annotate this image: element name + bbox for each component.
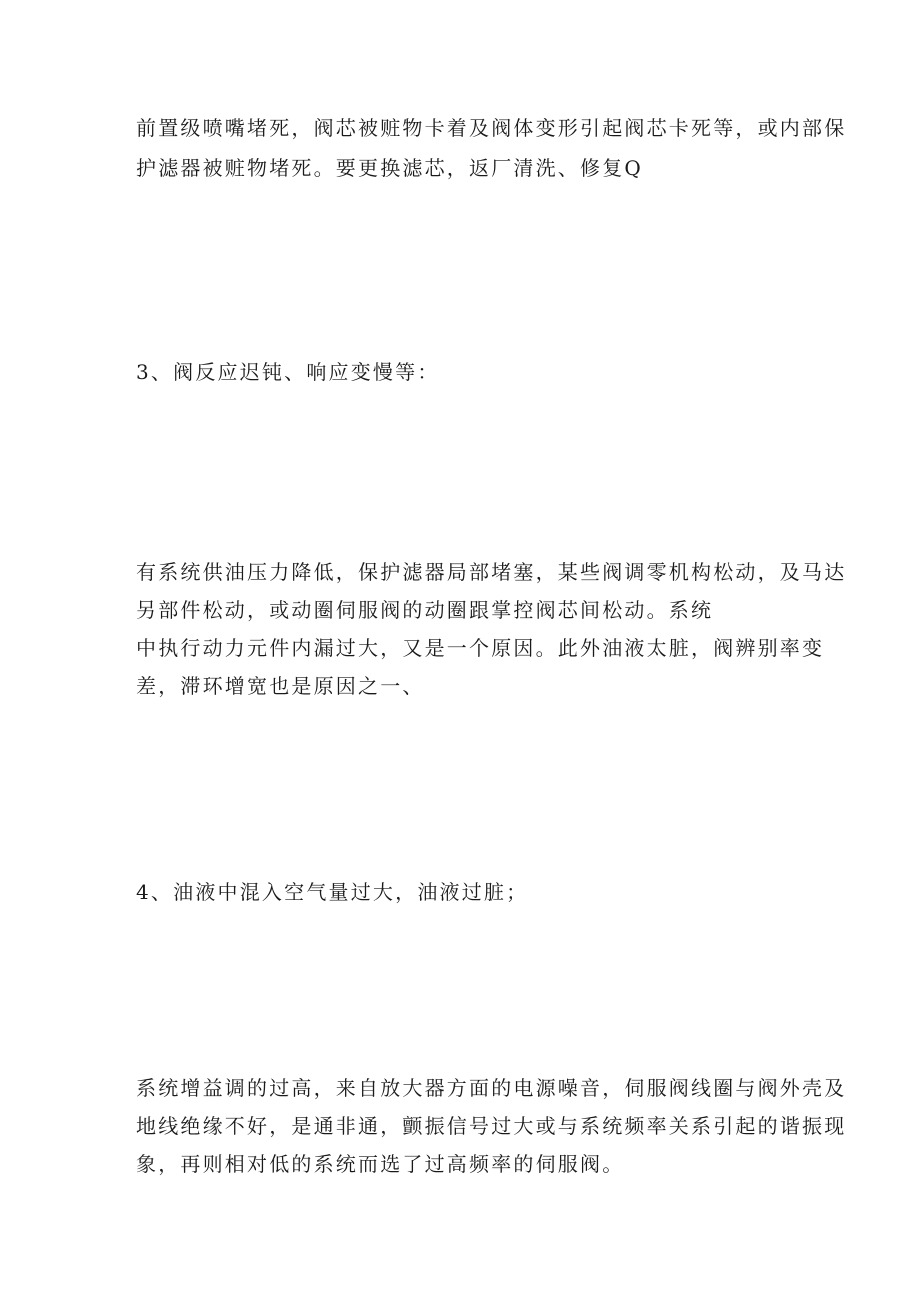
paragraph-3-line-1: 有系统供油压力降低，保护滤器局部堵塞，某些阀调零机构松动，及马达 — [136, 560, 847, 584]
paragraph-3-line-2: 另部件松动，或动圈伺服阀的动圈跟掌控阀芯间松动。系统 — [136, 598, 714, 622]
paragraph-1-line-2: 护滤器被赃物堵死。要更换滤芯，返厂清洗、修复Q — [136, 156, 643, 180]
paragraph-1-line-1: 前置级喷嘴堵死，阀芯被赃物卡着及阀体变形引起阀芯卡死等，或内部保 — [136, 116, 847, 140]
paragraph-5-line-1: 系统增益调的过高，来自放大器方面的电源噪音，伺服阀线圈与阀外壳及 — [136, 1076, 847, 1100]
paragraph-5-line-3: 象，再则相对低的系统而选了过高频率的伺服阀。 — [136, 1152, 625, 1176]
paragraph-5-line-2: 地线绝缘不好，是通非通，颤振信号过大或与系统频率关系引起的谐振现 — [136, 1114, 847, 1138]
paragraph-3-line-4: 差，滞环增宽也是原因之一、 — [136, 674, 425, 698]
section-heading-4: 4、油液中混入空气量过大，油液过脏； — [136, 880, 529, 904]
section-heading-3: 3、阀反应迟钝、响应变慢等： — [136, 360, 440, 384]
paragraph-3-line-3: 中执行动力元件内漏过大，又是一个原因。此外油液太脏，阀辨别率变 — [136, 636, 825, 660]
